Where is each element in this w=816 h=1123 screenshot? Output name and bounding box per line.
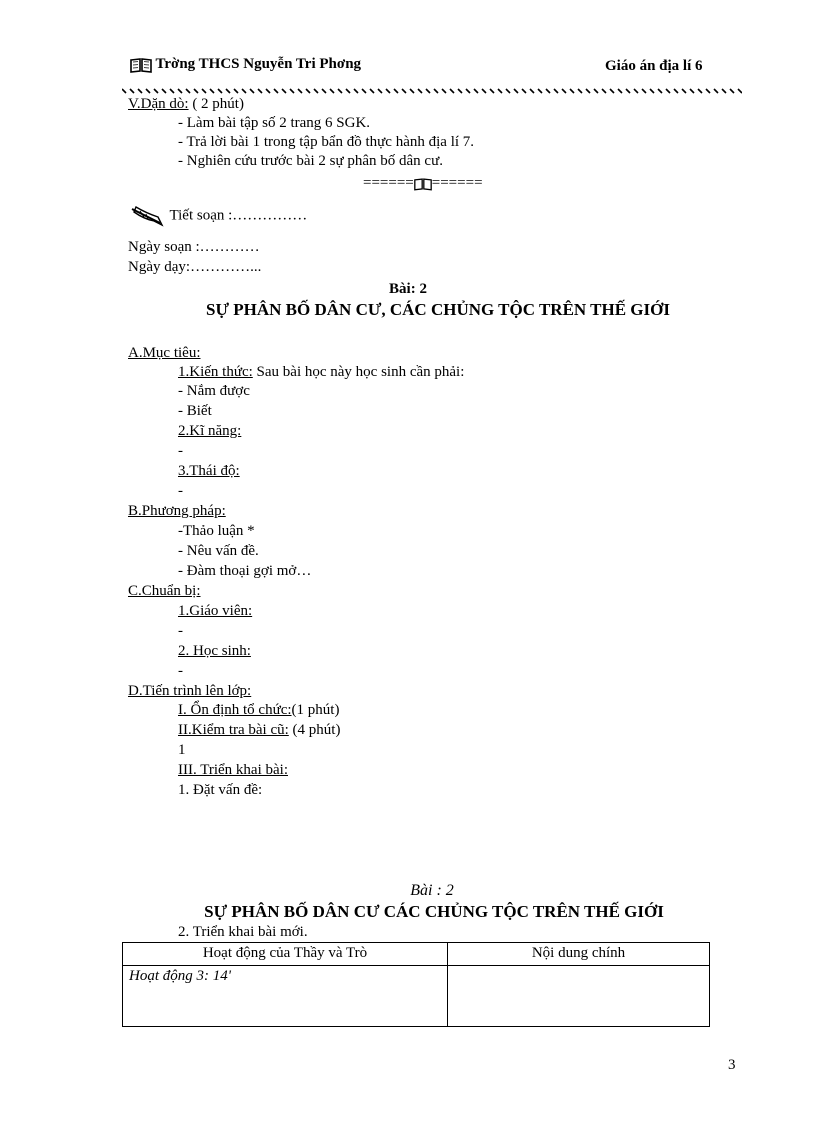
page-number: 3 xyxy=(728,1057,736,1073)
ngay-soan: Ngày soạn :………… xyxy=(128,239,260,255)
lesson-number: Bài: 2 xyxy=(389,281,427,297)
list-item: 1 xyxy=(178,742,186,758)
section-a-title: A.Mục tiêu: xyxy=(128,345,201,361)
section-v-title: V.Dặn dò: xyxy=(128,96,189,112)
separator: ====== ====== xyxy=(363,175,483,191)
list-item: -Thảo luận * xyxy=(178,523,255,539)
skill-label: 2.Kĩ năng: xyxy=(178,423,242,439)
list-item: - Nghiên cứu trước bài 2 sự phân bố dân cư. xyxy=(178,153,443,169)
list-item: - xyxy=(178,483,183,499)
list-item: - Làm bài tập số 2 trang 6 SGK. xyxy=(178,115,371,131)
table-header-row xyxy=(123,943,710,966)
table-cell xyxy=(448,966,710,1027)
list-item: - Nêu vấn đề. xyxy=(178,543,259,559)
table-header-cell: Hoạt động của Thầy và Trò xyxy=(123,943,448,966)
section-c-title: C.Chuẩn bị: xyxy=(128,583,201,599)
list-item: - xyxy=(178,443,183,459)
table-cell: Hoạt động 3: 14' xyxy=(123,966,448,1027)
lesson2-title: SỰ PHÂN BỐ DÂN CƯ CÁC CHỦNG TỘC TRÊN THẾ GIỚI xyxy=(204,902,664,921)
list-item: - Đàm thoại gợi mở… xyxy=(178,563,312,579)
list-item: - Biết xyxy=(178,403,212,419)
table-row xyxy=(123,966,710,1027)
list-item: 1. Đặt vấn đề: xyxy=(178,782,263,798)
section-b-title: B.Phương pháp: xyxy=(128,503,226,519)
list-item: - xyxy=(178,663,183,679)
ngay-day: Ngày dạy:…………... xyxy=(128,259,262,275)
student-label: 2. Học sinh: xyxy=(178,643,251,659)
knowledge-line: 1.Kiến thức: Sau bài học này học sinh cần phải: xyxy=(178,364,465,380)
lesson-title: SỰ PHÂN BỐ DÂN CƯ, CÁC CHỦNG TỘC TRÊN THẾ GIỚI xyxy=(206,300,670,319)
section-d-title: D.Tiến trình lên lớp: xyxy=(128,683,252,699)
tiet-soan: Tiết soạn :…………… xyxy=(130,205,307,227)
school-name: Trờng THCS Nguyễn Tri Phơng xyxy=(155,56,362,72)
activity-table xyxy=(122,942,710,1027)
header-subject: Giáo án địa lí 6 xyxy=(605,58,703,74)
header-divider xyxy=(122,86,742,96)
lesson2-number: Bài : 2 xyxy=(410,882,454,899)
step-3: III. Triển khai bài: xyxy=(178,762,288,778)
table-header-cell: Nội dung chính xyxy=(448,943,710,966)
list-item: - xyxy=(178,623,183,639)
teacher-label: 1.Giáo viên: xyxy=(178,603,253,619)
section-v-time: ( 2 phút) xyxy=(188,96,244,112)
attitude-label: 3.Thái độ: xyxy=(178,463,240,479)
step-1: I. Ổn định tổ chức:(1 phút) xyxy=(178,702,340,718)
step-2: II.Kiểm tra bài cũ: (4 phút) xyxy=(178,722,341,738)
list-item: - Nắm được xyxy=(178,383,250,399)
book-icon xyxy=(130,57,152,73)
lesson2-subtitle: 2. Triển khai bài mới. xyxy=(178,924,308,940)
section-v-heading xyxy=(128,96,244,113)
list-item: - Trả lời bài 1 trong tập bẩn đồ thực hành địa lí 7. xyxy=(178,134,475,150)
book-icon xyxy=(414,177,432,191)
header-school xyxy=(130,56,361,73)
pen-icon xyxy=(130,205,166,227)
